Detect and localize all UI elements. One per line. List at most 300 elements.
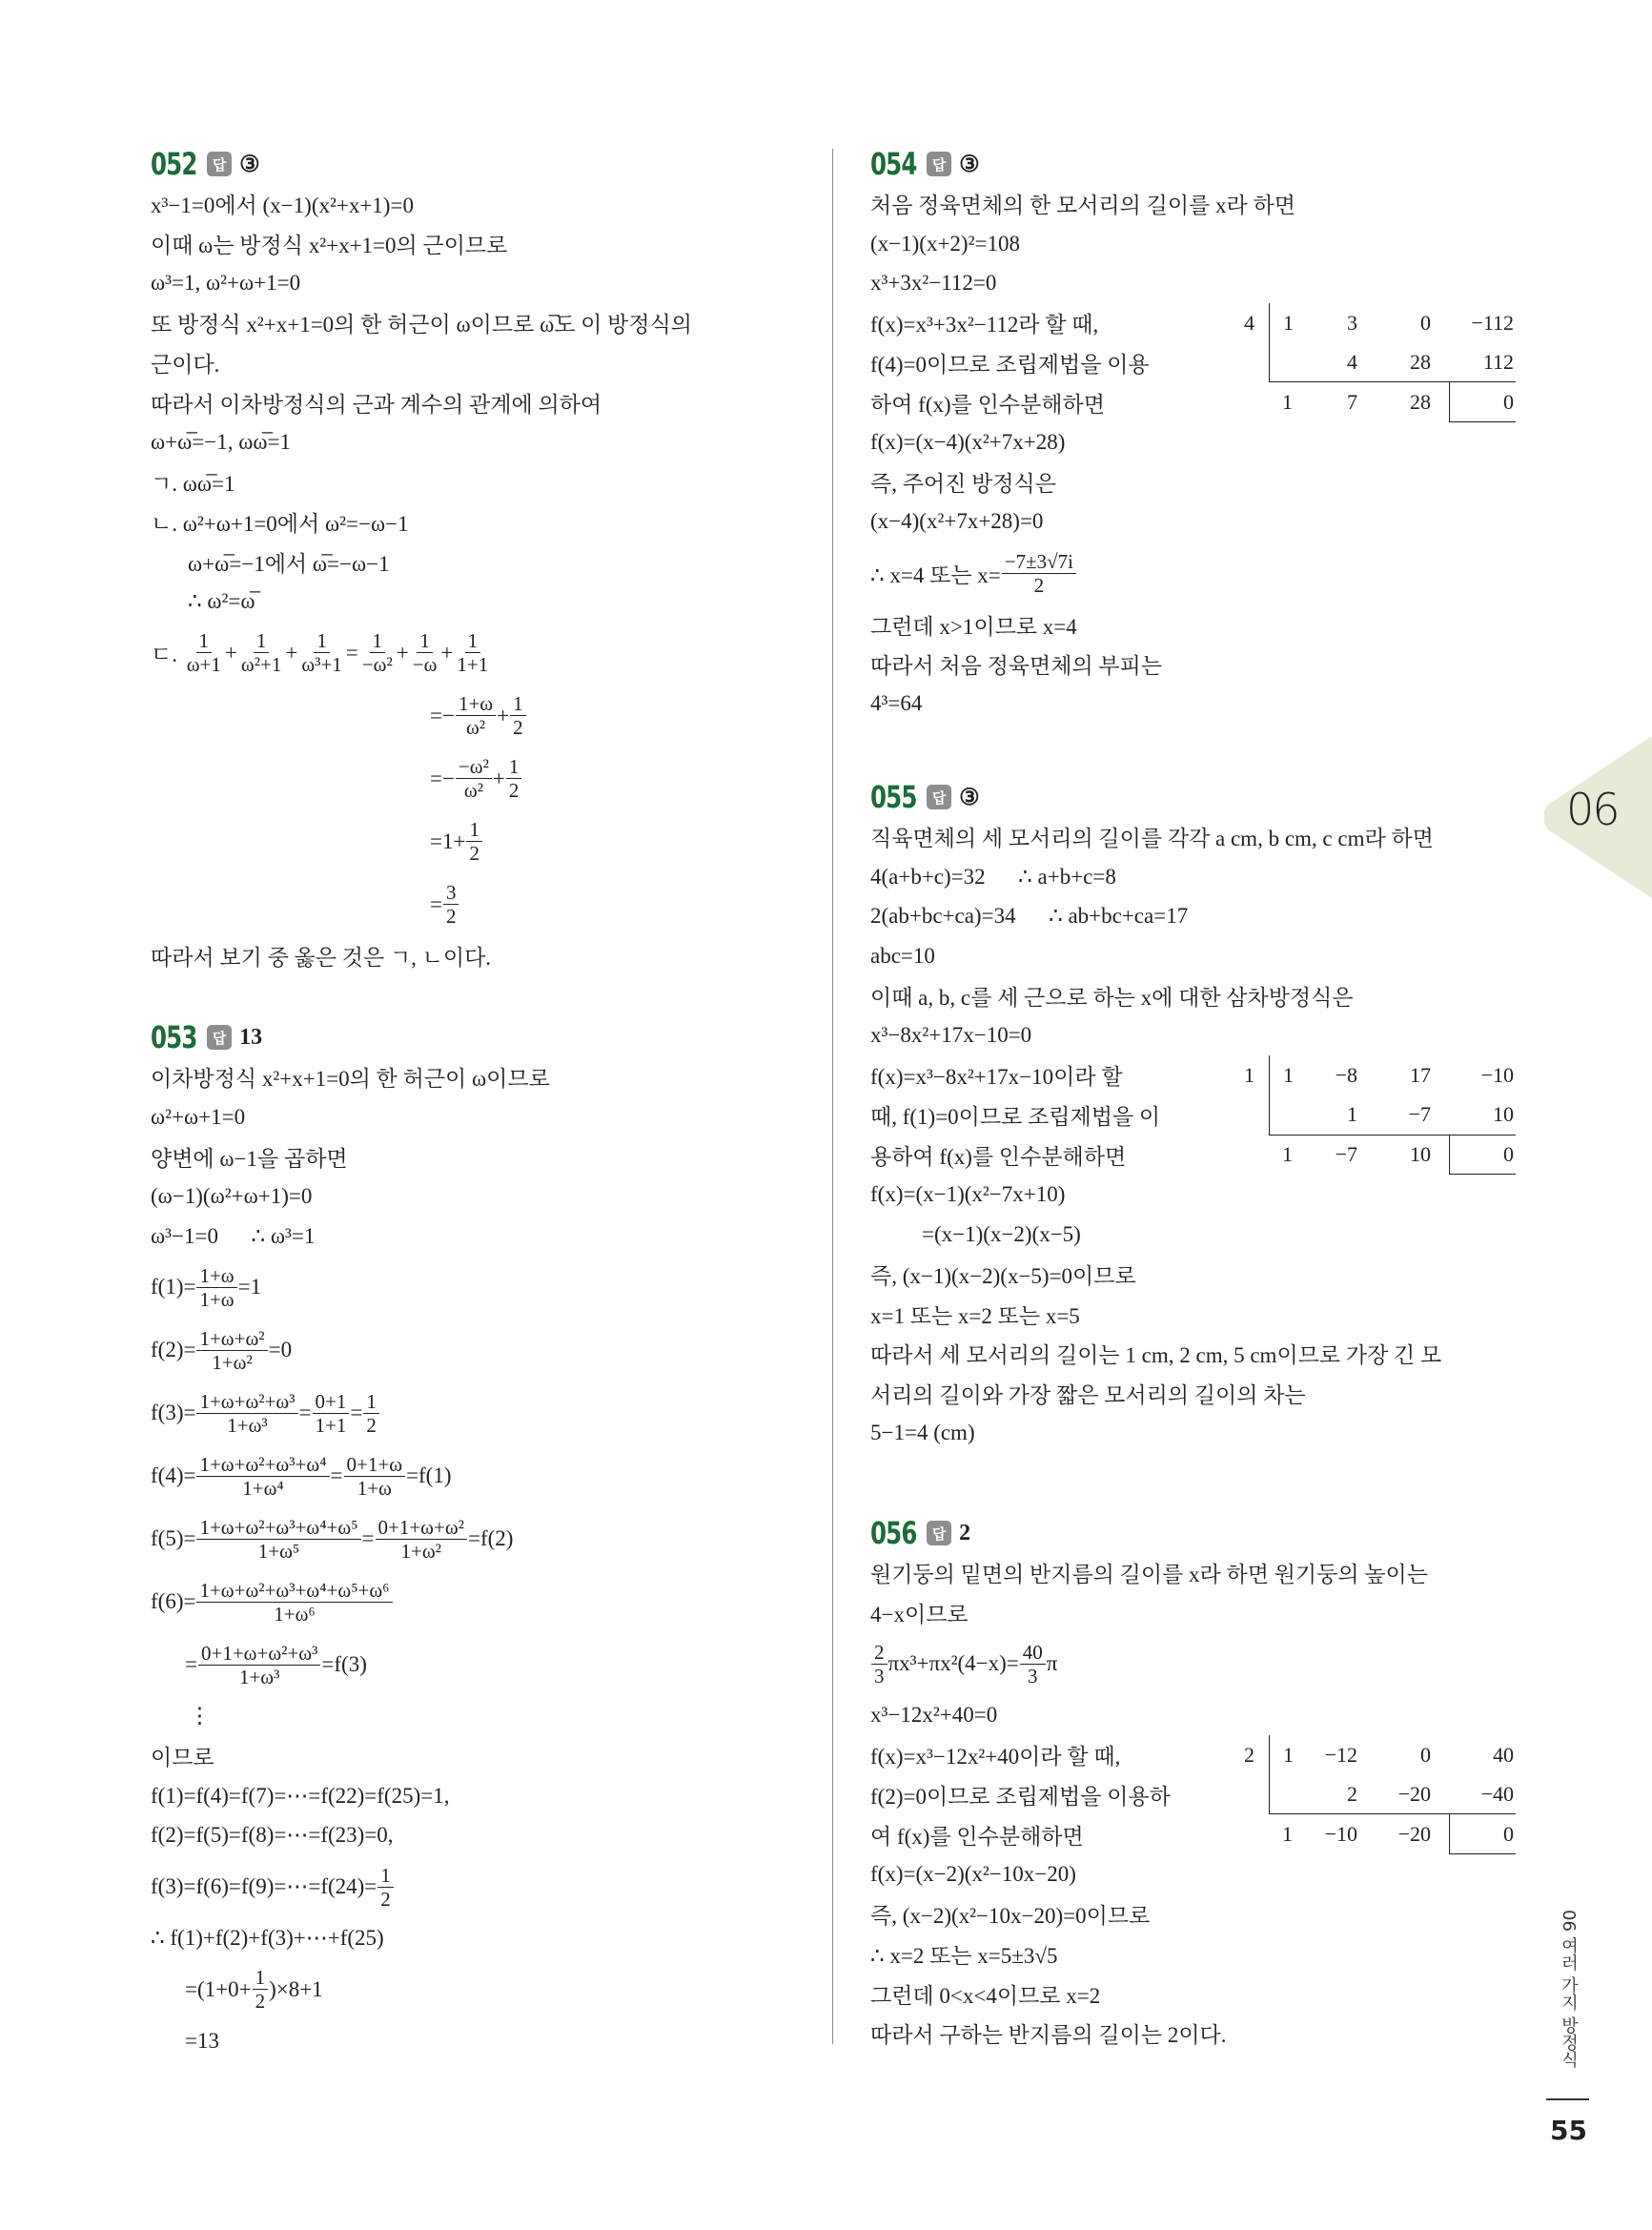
- synthetic-cell: −40: [1431, 1775, 1516, 1815]
- synthetic-division-row: [1244, 303, 1516, 343]
- chapter-tab-label: 06: [1566, 784, 1619, 835]
- problem-header: [151, 1017, 808, 1057]
- fraction-denominator: ω²: [465, 716, 486, 740]
- answer-badge: 답: [927, 152, 951, 176]
- math-text: f(x)=x³+3x²−112라 할 때,: [870, 313, 1099, 338]
- synthetic-cell: −20: [1397, 1822, 1431, 1847]
- problem-number: 056: [870, 1515, 917, 1551]
- fraction-numerator: 0+1: [313, 1390, 350, 1414]
- solution-line: [870, 542, 1528, 604]
- synthetic-cell: 28: [1410, 390, 1431, 415]
- math-text: 즉, (x−1)(x−2)(x−5)=0이므로: [870, 1263, 1136, 1288]
- problem-number: 054: [870, 146, 917, 182]
- synthetic-cell: 1: [1282, 1142, 1293, 1167]
- math-text: 때, f(1)=0이므로 조립제법을 이: [870, 1105, 1161, 1130]
- problem-number: 055: [870, 779, 917, 815]
- fraction-denominator: ω²: [463, 779, 483, 803]
- math-text: 따라서 이차방정식의 근과 계수의 관계에 의하여: [151, 392, 602, 417]
- solution-line: [151, 1918, 808, 1958]
- math-text: f(4)=0이므로 조립제법을 이용: [870, 353, 1150, 378]
- solution-line: [151, 1176, 808, 1217]
- solution-line: [870, 644, 1528, 685]
- answer-value: ③: [959, 785, 980, 810]
- synthetic-cell: 112: [1431, 343, 1516, 383]
- math-text: =: [361, 1526, 375, 1551]
- synthetic-divisor: 1: [1244, 1062, 1254, 1087]
- fraction-denominator: 3: [874, 1664, 885, 1688]
- solution-054: [870, 144, 1528, 724]
- fraction: [196, 1516, 360, 1563]
- answer-badge: 답: [207, 152, 232, 176]
- math-text: 서리의 길이와 가장 짧은 모서리의 길이의 차는: [870, 1382, 1306, 1407]
- fraction: [196, 1264, 236, 1311]
- math-text: 4(a+b+c)=32 ∴ a+b+c=8: [870, 864, 1116, 889]
- math-text: =f(2): [467, 1526, 514, 1551]
- math-text: 따라서 세 모서리의 길이는 1 cm, 2 cm, 5 cm이므로 가장 긴 모: [870, 1343, 1442, 1368]
- solution-line: [151, 502, 808, 542]
- fraction: [466, 818, 482, 865]
- math-text: +: [285, 640, 298, 665]
- synthetic-cell: 3: [1347, 310, 1357, 335]
- synthetic-cell: 7: [1347, 390, 1357, 415]
- math-text: +: [497, 703, 510, 727]
- fraction: [454, 629, 491, 676]
- fraction-denominator: 3: [1028, 1664, 1038, 1688]
- math-text: 원기둥의 밑면의 반지름의 길이를 x라 하면 원기둥의 높이는: [870, 1563, 1428, 1587]
- solution-line: [151, 873, 808, 936]
- fraction: [359, 629, 396, 676]
- solution-line: [870, 462, 1528, 502]
- math-text: 이차방정식 x²+x+1=0의 한 허근이 ω이므로: [151, 1067, 550, 1092]
- problem-header: [870, 777, 1528, 817]
- math-text: 이때 a, b, c를 세 근으로 하는 x에 대한 삼차방정식은: [870, 986, 1354, 1011]
- solution-line: [870, 1215, 1528, 1255]
- fraction: [196, 1579, 392, 1626]
- solution-body: [870, 184, 1528, 724]
- synthetic-cell: −12: [1324, 1742, 1357, 1767]
- fraction-denominator: 2: [366, 1413, 377, 1437]
- synthetic-cell: 0: [1420, 310, 1431, 335]
- math-text: f(4)=: [151, 1463, 196, 1488]
- math-text: 따라서 처음 정육면체의 부피는: [870, 654, 1163, 679]
- solution-line: [151, 1816, 808, 1856]
- problem-header: [151, 144, 808, 184]
- solution-line: [151, 462, 808, 502]
- problem-number: 053: [151, 1019, 197, 1055]
- solution-line: [870, 604, 1528, 644]
- math-text: =(1+0+: [185, 1976, 252, 2001]
- math-text: =: [330, 1463, 343, 1488]
- solution-line: [870, 1814, 1528, 1854]
- solution-line: [870, 1775, 1528, 1815]
- fraction: [1002, 550, 1076, 597]
- solution-line: [870, 422, 1528, 462]
- math-text: x³+3x²−112=0: [870, 271, 997, 296]
- solution-line: [870, 1255, 1528, 1295]
- math-text: 이때 ω는 방정식 x²+x+1=0의 근이므로: [151, 234, 508, 258]
- math-text: (ω−1)(ω²+ω+1)=0: [151, 1183, 313, 1208]
- fraction-numerator: 1: [377, 1864, 394, 1888]
- solution-line: [151, 1217, 808, 1257]
- solution-055: [870, 777, 1528, 1453]
- math-text: πx³+πx²(4−x)=: [887, 1651, 1019, 1676]
- solution-line: [870, 1553, 1528, 1593]
- fraction-numerator: 1: [510, 692, 526, 716]
- fraction-numerator: 3: [443, 881, 459, 905]
- math-text: =f(3): [321, 1652, 367, 1677]
- footer-rule: [1546, 2098, 1589, 2100]
- math-text: )×8+1: [269, 1976, 323, 2001]
- math-text: 하여 f(x)를 인수분해하면: [870, 392, 1105, 417]
- fraction-denominator: 1+1: [457, 653, 489, 677]
- fraction-denominator: 2: [380, 1887, 391, 1911]
- column-divider: [832, 149, 833, 2044]
- math-text: =−: [430, 703, 455, 727]
- solution-line: [151, 622, 808, 685]
- solution-line: [870, 382, 1528, 422]
- synthetic-cell: −10: [1480, 1062, 1514, 1087]
- fraction-numerator: 0+1+ω+ω²: [376, 1516, 467, 1540]
- solution-line: [151, 1256, 808, 1319]
- solution-line: [151, 1507, 808, 1570]
- solution-line: [151, 542, 808, 582]
- solution-line: [151, 303, 808, 343]
- solution-line: [870, 1632, 1528, 1695]
- math-text: ∴ x=2 또는 x=5±3√5: [870, 1943, 1058, 1968]
- synthetic-cell: 1: [1282, 390, 1293, 415]
- synthetic-cell: −7: [1335, 1142, 1357, 1167]
- solution-line: [870, 936, 1528, 976]
- math-text: 처음 정육면체의 한 모서리의 길이를 x라 하면: [870, 194, 1295, 218]
- math-text: abc=10: [870, 943, 935, 968]
- solution-line: [870, 2014, 1528, 2054]
- solution-line: [151, 1633, 808, 1696]
- synthetic-division-row: [1244, 1735, 1516, 1775]
- fraction-denominator: 1+ω: [199, 1287, 235, 1311]
- math-text: 근이다.: [151, 353, 220, 378]
- math-text: 이므로: [151, 1746, 214, 1770]
- math-text: f(2)=0이므로 조립제법을 이용하: [870, 1785, 1171, 1810]
- solution-line: [870, 1015, 1528, 1055]
- solution-line: [151, 1097, 808, 1137]
- fraction-numerator: −ω²: [456, 755, 492, 779]
- running-title: 06 여러 가지 방정식: [1559, 1910, 1579, 2069]
- synthetic-division-row: [1244, 1055, 1516, 1095]
- math-text: x³−1=0에서 (x−1)(x²+x+1)=0: [151, 194, 414, 218]
- solution-line: [870, 1934, 1528, 1974]
- fraction-numerator: 1: [417, 629, 433, 653]
- fraction-denominator: 1+1: [315, 1413, 347, 1437]
- fraction: [313, 1390, 350, 1437]
- fraction-numerator: 0+1+ω: [344, 1453, 406, 1477]
- math-text: =: [345, 640, 358, 665]
- solution-line: [151, 1776, 808, 1816]
- fraction-numerator: 1: [314, 629, 330, 653]
- math-text: ω²+ω+1=0: [151, 1104, 246, 1129]
- fraction-numerator: 1: [466, 818, 482, 842]
- fraction-denominator: 2: [445, 905, 457, 929]
- solution-line: [151, 263, 808, 303]
- fraction-numerator: 1+ω+ω²: [196, 1327, 267, 1351]
- solution-line: [870, 502, 1528, 542]
- math-text: (x−4)(x²+7x+28)=0: [870, 509, 1044, 534]
- answer-value: ③: [959, 152, 980, 177]
- solution-line: [870, 1413, 1528, 1453]
- synthetic-cell: 1: [1269, 1735, 1319, 1775]
- fraction: [184, 629, 224, 676]
- fraction-denominator: 2: [255, 1990, 266, 2014]
- solution-line: [151, 1381, 808, 1444]
- math-text: f(x)=x³−8x²+17x−10이라 할: [870, 1065, 1123, 1090]
- fraction-numerator: 1+ω+ω²+ω³: [196, 1390, 297, 1414]
- math-text: f(1)=: [151, 1275, 196, 1299]
- fraction-denominator: 1+ω³: [227, 1413, 268, 1437]
- math-text: 즉, (x−2)(x²−10x−20)=0이므로: [870, 1904, 1151, 1929]
- math-text: ω³−1=0 ∴ ω³=1: [151, 1223, 316, 1248]
- synthetic-cell: 0: [1449, 1135, 1516, 1176]
- math-text: =: [350, 1401, 363, 1425]
- synthetic-cell: −7: [1357, 1095, 1431, 1135]
- synthetic-divisor: 2: [1244, 1742, 1254, 1767]
- math-text: 여 f(x)를 인수분해하면: [870, 1824, 1084, 1849]
- solution-line: [151, 936, 808, 976]
- synthetic-cell: 28: [1357, 343, 1431, 383]
- synthetic-cell: −20: [1357, 1775, 1431, 1815]
- math-text: 용하여 f(x)를 인수분해하면: [870, 1144, 1127, 1169]
- synthetic-cell: −10: [1324, 1822, 1357, 1847]
- page-number: 55: [1550, 2115, 1587, 2146]
- solution-line: [151, 1736, 808, 1776]
- fraction: [198, 1642, 320, 1688]
- math-text: ω³=1, ω²+ω+1=0: [151, 271, 301, 296]
- solution-line: [151, 184, 808, 224]
- fraction-numerator: 1: [254, 629, 270, 653]
- fraction-denominator: ω²+1: [240, 653, 282, 677]
- synthetic-cell: 1: [1269, 303, 1319, 343]
- solution-body: [870, 1553, 1528, 2054]
- math-text: =(x−1)(x−2)(x−5): [922, 1221, 1081, 1246]
- answer-badge: 답: [927, 1521, 951, 1545]
- fraction: [196, 1390, 297, 1437]
- math-text: ㄷ.: [151, 643, 183, 667]
- fraction-denominator: −ω²: [361, 653, 393, 677]
- synthetic-cell: −8: [1335, 1062, 1357, 1087]
- solution-056: [870, 1513, 1528, 2054]
- math-text: ω+ω̅=−1, ωω̅=1: [151, 429, 291, 454]
- math-text: +: [396, 640, 409, 665]
- math-text: x³−8x²+17x−10=0: [870, 1023, 1032, 1048]
- fraction-numerator: 1+ω+ω²+ω³+ω⁴+ω⁵+ω⁶: [196, 1579, 392, 1603]
- math-text: ∴ ω²=ω̅: [188, 588, 255, 613]
- fraction-denominator: ω³+1: [301, 653, 342, 677]
- fraction-numerator: 1: [363, 1390, 379, 1414]
- solution-line: [151, 1696, 808, 1736]
- math-text: f(2)=f(5)=f(8)=⋯=f(23)=0,: [151, 1823, 394, 1848]
- synthetic-cell: 0: [1449, 1814, 1516, 1854]
- fraction-numerator: 2: [871, 1641, 887, 1665]
- solution-line: [870, 1695, 1528, 1735]
- fraction-numerator: 1+ω+ω²+ω³+ω⁴: [196, 1453, 329, 1477]
- fraction: [510, 692, 526, 739]
- math-text: 그런데 x>1이므로 x=4: [870, 614, 1077, 639]
- fraction-denominator: 1+ω: [357, 1476, 392, 1500]
- solution-line: [870, 1854, 1528, 1894]
- solution-052: [151, 144, 808, 975]
- math-text: 따라서 구하는 반지름의 길이는 2이다.: [870, 2023, 1227, 2048]
- math-text: =: [430, 891, 442, 916]
- solution-line: [151, 1570, 808, 1633]
- solution-line: [870, 1894, 1528, 1934]
- problem-header: [870, 1513, 1528, 1553]
- solution-line: [870, 343, 1528, 383]
- fraction-numerator: 1: [506, 755, 522, 779]
- solution-line: [870, 976, 1528, 1016]
- problem-number: 052: [151, 146, 197, 182]
- fraction-denominator: 2: [1033, 573, 1045, 597]
- fraction-denominator: 1+ω²: [212, 1350, 253, 1374]
- solution-line: [151, 422, 808, 462]
- solution-line: [151, 685, 808, 747]
- answer-value: ③: [239, 152, 260, 177]
- math-text: 4−x이므로: [870, 1603, 969, 1627]
- math-text: f(3)=: [151, 1401, 196, 1425]
- synthetic-cell: 17: [1410, 1062, 1431, 1087]
- answer-value: 2: [959, 1520, 971, 1545]
- solution-line: [151, 1444, 808, 1507]
- solution-line: [870, 224, 1528, 264]
- synthetic-cell: 10: [1410, 1142, 1431, 1167]
- solution-body: [870, 817, 1528, 1453]
- solution-053: [151, 1017, 808, 2061]
- solution-line: [870, 184, 1528, 224]
- fraction-numerator: 40: [1020, 1641, 1046, 1665]
- solution-line: [151, 382, 808, 422]
- answer-badge: 답: [207, 1025, 232, 1050]
- math-text: π: [1046, 1651, 1058, 1676]
- math-text: 또 방정식 x²+x+1=0의 한 허근이 ω이므로 ω̅도 이 방정식의: [151, 313, 693, 338]
- fraction: [871, 1641, 887, 1688]
- fraction: [196, 1327, 267, 1374]
- fraction: [298, 629, 344, 676]
- fraction-numerator: 1: [370, 629, 386, 653]
- solution-line: [870, 685, 1528, 725]
- solution-line: [870, 263, 1528, 303]
- math-text: 5−1=4 (cm): [870, 1421, 975, 1445]
- math-text: =13: [185, 2028, 219, 2053]
- fraction: [253, 1966, 269, 2013]
- synthetic-cell: 1: [1269, 1055, 1319, 1095]
- synthetic-cell: −112: [1471, 310, 1514, 335]
- solution-line: [870, 817, 1528, 857]
- math-text: f(x)=(x−4)(x²+7x+28): [870, 429, 1066, 454]
- math-text: x³−12x²+40=0: [870, 1703, 998, 1728]
- synthetic-cell: 4: [1319, 343, 1357, 383]
- math-text: f(2)=: [151, 1338, 196, 1362]
- math-text: x=1 또는 x=2 또는 x=5: [870, 1303, 1080, 1328]
- fraction: [443, 881, 459, 928]
- solution-line: [870, 1135, 1528, 1176]
- answer-badge: 답: [927, 785, 951, 809]
- math-text: =: [185, 1652, 197, 1677]
- fraction: [377, 1864, 394, 1911]
- fraction: [363, 1390, 379, 1437]
- math-text: +: [492, 766, 505, 790]
- synthetic-cell: 1: [1282, 1822, 1293, 1847]
- fraction-numerator: 1: [253, 1966, 269, 1990]
- fraction-denominator: 1+ω⁶: [274, 1602, 316, 1626]
- fraction: [456, 755, 492, 802]
- solution-line: [870, 1334, 1528, 1374]
- math-text: +: [440, 640, 454, 665]
- synthetic-cell: 10: [1431, 1095, 1516, 1135]
- solution-line: [870, 1374, 1528, 1414]
- fraction: [410, 629, 440, 676]
- problem-header: [870, 144, 1528, 184]
- solution-line: [151, 1958, 808, 2021]
- math-text: f(x)=(x−2)(x²−10x−20): [870, 1861, 1076, 1886]
- solution-line: [151, 810, 808, 873]
- solution-line: [870, 896, 1528, 936]
- solution-line: [870, 857, 1528, 897]
- fraction: [1020, 1641, 1046, 1688]
- fraction-numerator: 1+ω: [456, 692, 496, 716]
- solution-line: [151, 343, 808, 383]
- math-text: ∴ x=4 또는 x=: [870, 563, 1001, 587]
- fraction-numerator: 0+1+ω+ω²+ω³: [198, 1642, 320, 1666]
- solution-line: [151, 2021, 808, 2061]
- solution-line: [151, 224, 808, 264]
- solution-line: [870, 1095, 1528, 1135]
- math-text: ㄱ. ωω̅=1: [151, 472, 235, 497]
- math-text: ∴ f(1)+f(2)+f(3)+⋯+f(25): [151, 1926, 384, 1951]
- math-text: =1: [237, 1275, 262, 1299]
- math-text: =0: [268, 1338, 293, 1362]
- math-text: f(3)=f(6)=f(9)=⋯=f(24)=: [151, 1874, 377, 1899]
- fraction-numerator: 1+ω: [196, 1264, 236, 1288]
- synthetic-cell: 0: [1420, 1742, 1431, 1767]
- fraction: [196, 1453, 329, 1500]
- fraction-numerator: −7±3√7i: [1002, 550, 1076, 574]
- fraction-denominator: 2: [469, 842, 479, 866]
- math-text: =1+: [430, 829, 466, 853]
- math-text: ㄴ. ω²+ω+1=0에서 ω²=−ω−1: [151, 511, 409, 536]
- fraction-denominator: 1+ω³: [238, 1665, 280, 1688]
- math-text: 양변에 ω−1을 곱하면: [151, 1146, 348, 1171]
- fraction-denominator: 2: [508, 779, 520, 803]
- fraction-denominator: 1+ω⁴: [242, 1476, 284, 1500]
- math-text: 그런데 0<x<4이므로 x=2: [870, 1983, 1101, 2008]
- solution-line: [151, 1136, 808, 1176]
- fraction-numerator: 1: [465, 629, 481, 653]
- solution-line: [870, 1175, 1528, 1215]
- solution-line: [151, 1319, 808, 1381]
- math-text: f(1)=f(4)=f(7)=⋯=f(22)=f(25)=1,: [151, 1783, 450, 1808]
- solution-line: [870, 1593, 1528, 1633]
- synthetic-cell: 0: [1449, 382, 1516, 422]
- fraction: [344, 1453, 406, 1500]
- fraction-denominator: 1+ω⁵: [257, 1539, 300, 1563]
- solution-line: [151, 582, 808, 622]
- solution-line: [151, 1855, 808, 1918]
- math-text: 즉, 주어진 방정식은: [870, 472, 1056, 497]
- math-text: =: [298, 1401, 312, 1425]
- math-text: ⋮: [189, 1704, 211, 1729]
- synthetic-cell: 40: [1493, 1742, 1514, 1767]
- solution-line: [151, 1057, 808, 1097]
- fraction-numerator: 1: [196, 629, 213, 653]
- math-text: =−: [430, 766, 455, 790]
- synthetic-divisor: 4: [1244, 310, 1254, 335]
